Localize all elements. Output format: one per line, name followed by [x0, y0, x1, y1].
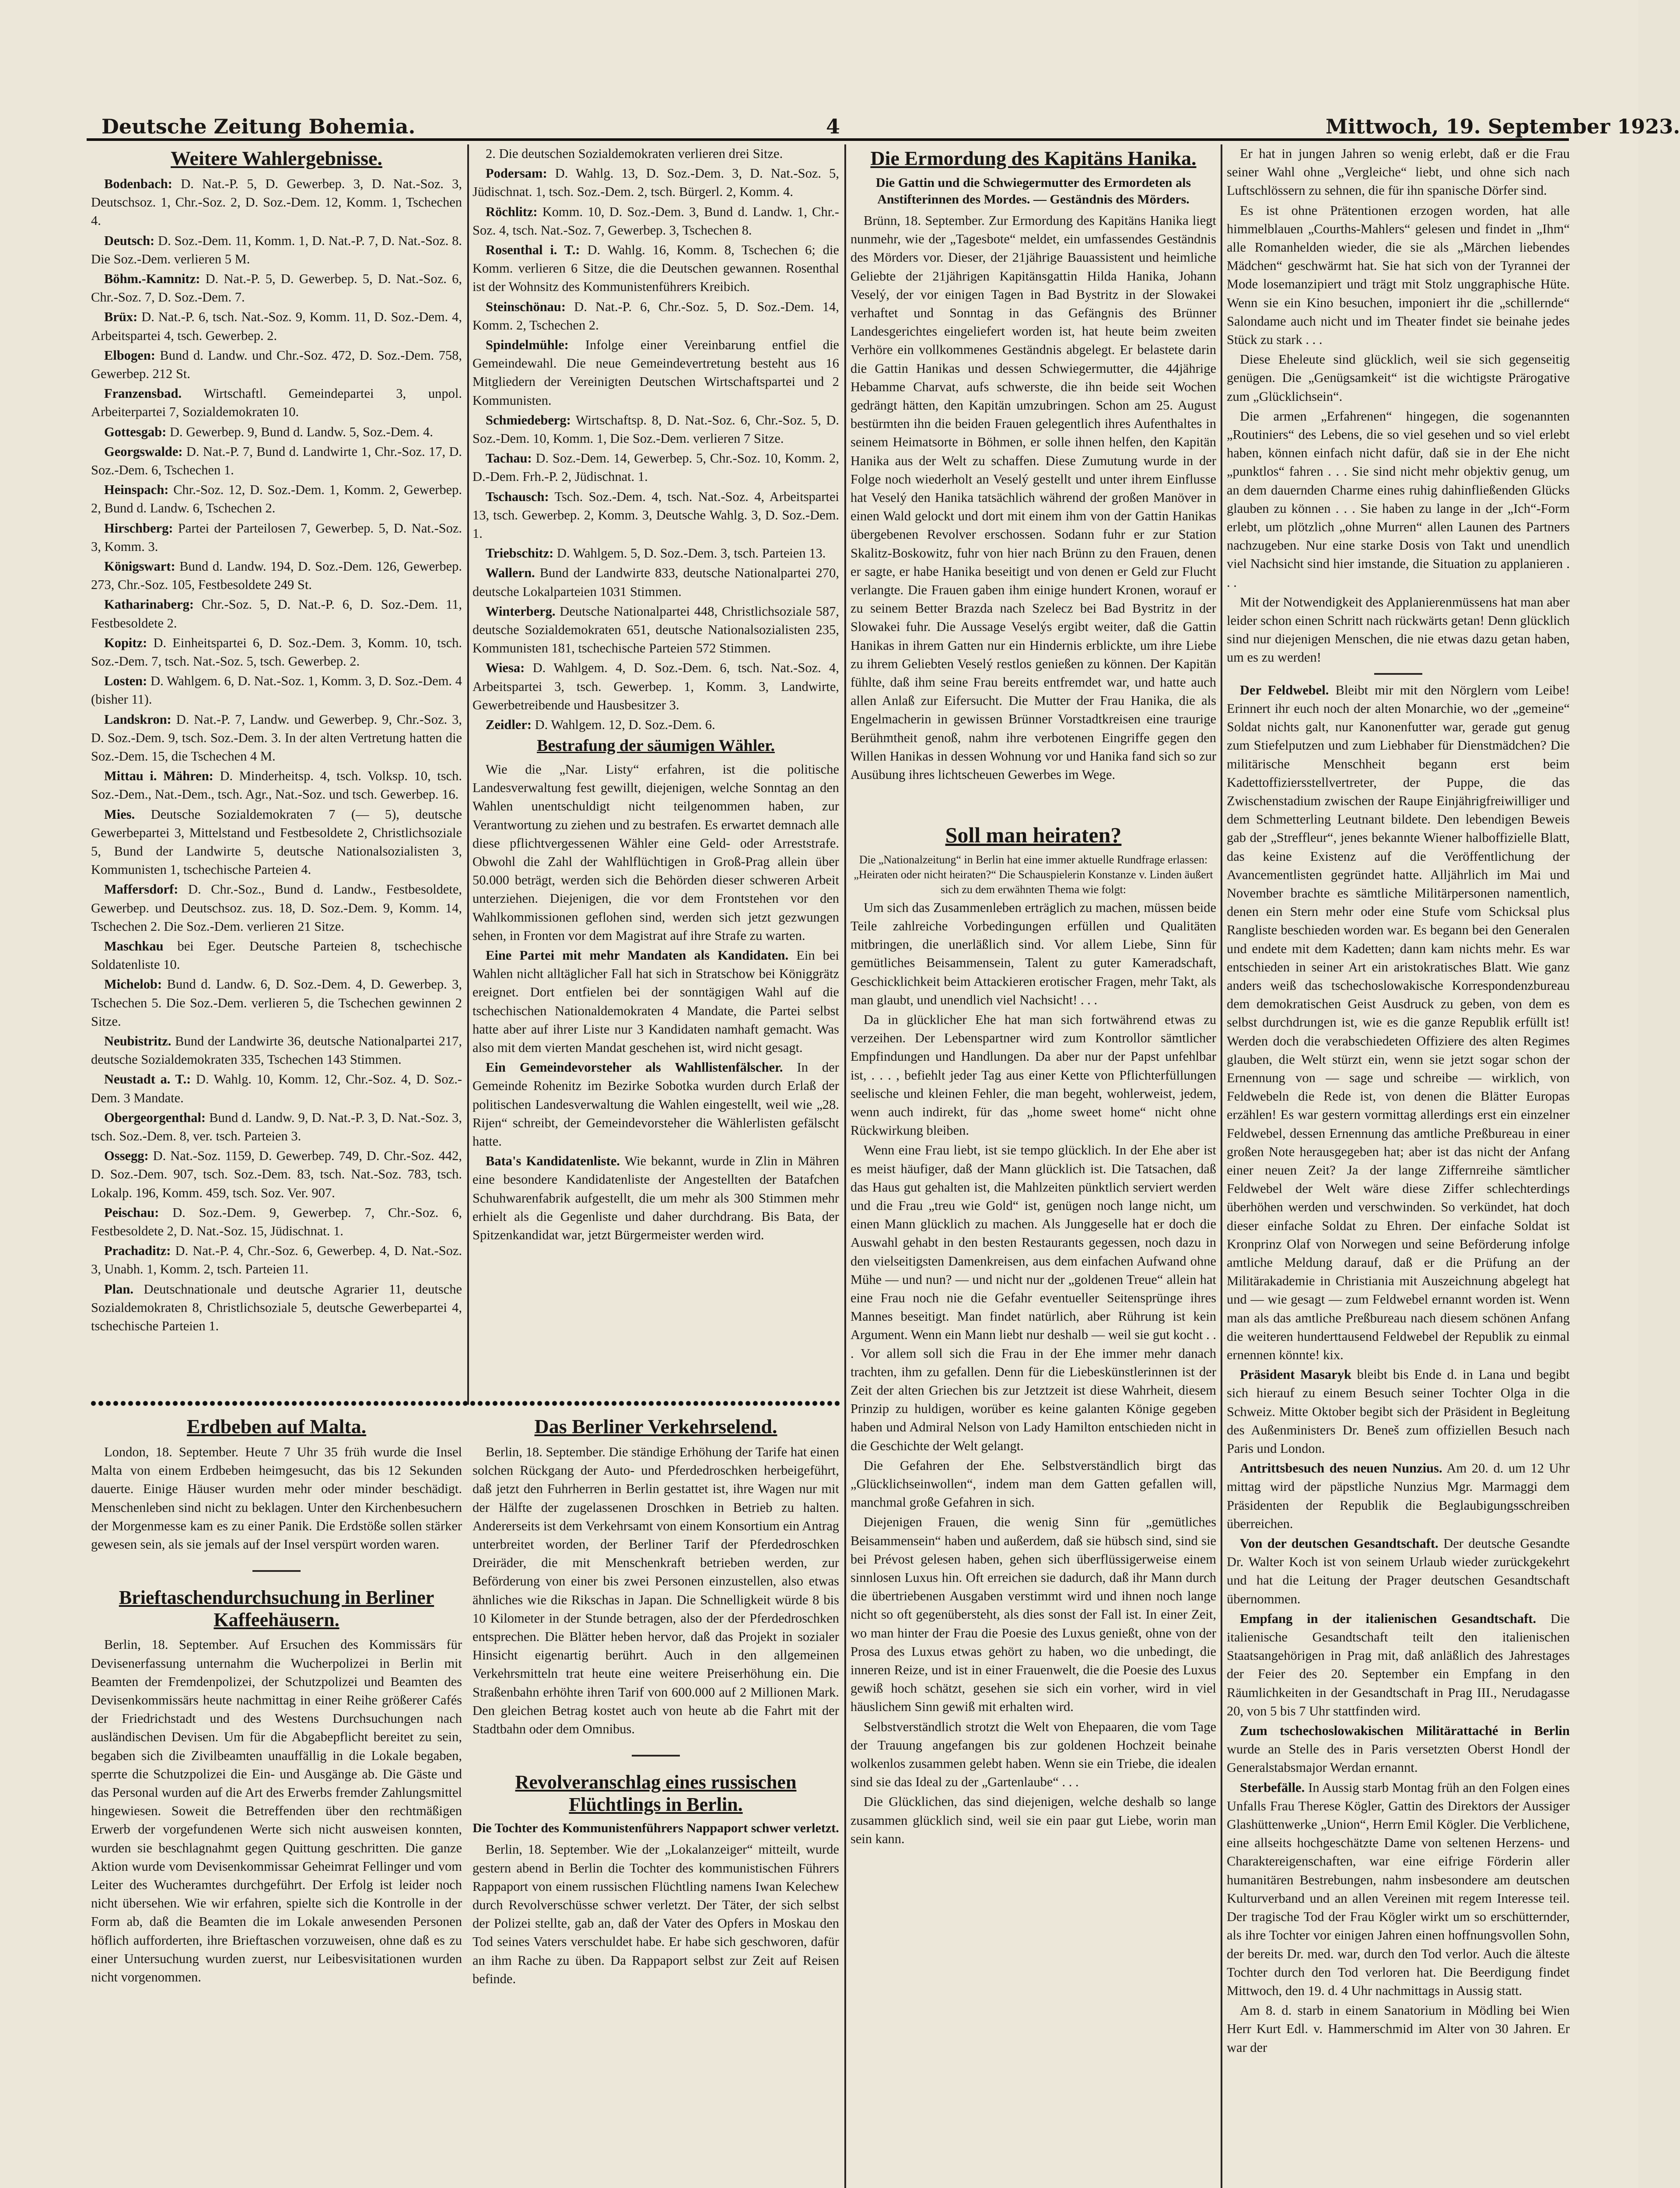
news-paragraph — [472, 411, 839, 448]
news-paragraph — [472, 241, 839, 296]
news-paragraph — [91, 1070, 462, 1107]
news-paragraph — [91, 270, 462, 306]
article-paragraph: Wenn eine Frau liebt, ist sie tempo glücklich. In der Ehe aber ist es meist häufiger, daß der Mann glücklich ist. Die Tatsachen, daß das Haus gut gehalten ist, die Mahlzeiten pünktlich serviert werden und die Frau „treu wie Gold“ ist, genügen noch lange nicht, um einen Mann glücklich zu machen. Als Junggeselle hat er doch die Auswahl gehabt in den besten Restaurants gegessen, noch dazu in den vielseitigsten Damenkreisen, aus dem einfachen Aufwand ohne Mühe — und nun? — und nicht nur der „goldenen Treue“ allein hat eine Frau noch nie die Gefahr eventueller Seitensprünge ihres Mannes beseitigt. Man findet natürlich, aber Rührung ist kein Argument. Wenn ein Mann liebt nur deshalb — weil sie gut kocht . . . Vor allem soll sich die Frau in der Ehe immer mehr danach trachten, ihm zu gefallen. Denn für die Liebeskünstlerinnen ist der Zeit der alten Griechen bis zur Jetztzeit ist diese Wahrheit, diesem Prinzip zu huldigen, worüber es keine galanten Könige gegeben haben und Admiral Nelson von Lady Hamilton entschieden nicht in die Geschichte der Welt gelangt. — [850, 1143, 1216, 1453]
paragraph-keyword: Wiesa: — [486, 660, 525, 676]
news-paragraph — [91, 595, 462, 632]
short-rule — [632, 1755, 680, 1757]
article-verkehrselend: Berlin, 18. September. Die ständige Erhöhung der Tarife hat einen solchen Rückgang der Auto- und Pferdedroschken herbeigeführt, daß jetzt den Fuhrherren in Berlin gestattet ist, ihre Wagen nur mit der Hälfte der zugelassenen Droschken in Betrieb zu halten. Andererseits ist dem Verkehrsamt von einem Konsortium ein Antrag unterbreitet worden, der Berliner Tarif der Pferdedroschken Dreiräder, die mit Menschenkraft betrieben werden, zur Beförderung von einer bis zwei Personen einzustellen, also etwas ähnliches wie die Rikschas in Japan. Die Schnelligkeit würde 8 bis 10 Kilometer in der Stunde betragen, also der der Pferdedroschken entsprechen. Die Blätter heben hervor, daß das Projekt in sozialer Hinsicht eigenartig berührt. Auch in den allgemeinen Verkehrsmitteln trat heute eine weitere Preiserhöhung ein. Die Straßenbahn erhöhte ihren Tarif von 600.000 auf 2 Millionen Mark. Den gleichen Betrag kostet auch von heute ab die Fahrt mit der Stadtbahn oder dem Omnibus. — [472, 1444, 839, 1736]
article-intro: Die „Nationalzeitung“ in Berlin hat eine immer aktuelle Rundfrage erlassen: „Heiraten oder nicht heiraten?“ Die Schauspielerin Konstanze v. Linden äußert sich zu dem erwähnten Thema wie folgt: — [854, 853, 1213, 896]
masthead-left: Deutsche Zeitung Bohemia. — [102, 115, 416, 138]
news-paragraph — [91, 480, 462, 517]
paragraph-keyword: Empfang in der italienischen Gesandtschaft. — [1240, 1611, 1536, 1626]
paragraph-keyword: Peischau: — [104, 1205, 159, 1220]
news-paragraph — [1227, 1365, 1570, 1458]
paragraph-keyword: Mittau i. Mähren: — [104, 768, 214, 784]
article-paragraph: Mit der Notwendigkeit des Applanierenmüssens hat man aber leider schon einen Schritt nach rückwärts getan! Denn glücklich sind nur diejenigen Menschen, die nie etwas dazu getan haben, um es zu werden! — [1227, 594, 1570, 665]
paragraph-text: D. Nat.-P. 5, D. Gewerbep. 3, D. Nat.-Soz. 3, Deutschsoz. 1, Chr.-Soz. 2, D. Soz.-Dem. 12, Komm. 1, Tschechen 4. — [91, 176, 462, 228]
news-paragraph — [472, 449, 839, 486]
news-paragraph — [91, 423, 462, 441]
article-paragraph: Die Gefahren der Ehe. Selbstverständlich birgt das „Glücklichseinwollen“, indem man dem Gatten gefallen will, manchmal große Gefahren in sich. — [850, 1458, 1216, 1510]
paragraph-text: Am 8. d. starb in einem Sanatorium in Mödling bei Wien Herr Kurt Edl. v. Hammerschmid im Alter von 30 Jahren. Er war der — [1227, 2003, 1570, 2055]
paragraph-text: D. Minderheitsp. 4, tsch. Volksp. 10, tsch. Soz.-Dem., Nat.-Dem., tsch. Agr., Nat.-Soz. und tsch. Gewerbep. 16. — [91, 768, 462, 802]
news-paragraph — [472, 946, 839, 1057]
paragraph-keyword: Plan. — [104, 1281, 133, 1297]
short-rule — [1374, 673, 1422, 675]
paragraph-text: Chr.-Soz. 12, D. Soz.-Dem. 1, Komm. 2, Gewerbep. 2, Bund d. Landw. 6, Tschechen 2. — [91, 482, 462, 516]
paragraph-text: Deutschnationale und deutsche Agrarier 11, deutsche Sozialdemokraten 8, Christlichsoziale 5, deutsche Gewerbepartei 4, tschechische Parteien 1. — [91, 1281, 462, 1334]
news-paragraph — [1227, 1609, 1570, 1720]
news-paragraph — [472, 298, 839, 334]
news-paragraph — [472, 203, 839, 239]
paragraph-text: Bund d. Landw. 6, D. Soz.-Dem. 4, D. Gewerbep. 3, Tschechen 5. Die Soz.-Dem. verlieren 5, die Tschechen gewinnen 2 Sitze. — [91, 977, 462, 1029]
paragraph-keyword: Antrittsbesuch des neuen Nunzius. — [1240, 1461, 1442, 1476]
paragraph-keyword: Maffersdorf: — [104, 882, 178, 897]
article-erdbeben: London, 18. September. Heute 7 Uhr 35 früh wurde die Insel Malta von einem Erdbeben heimgesucht, das bis 12 Sekunden dauerte. Einige Häuser wurden mehr oder minder beschädigt. Menschenleben sind nicht zu beklagen. Unter den Kirchenbesuchern der Morgenmesse kam es zu einer Panik. Die Erdstöße sollen stärker gewesen sein, als sie jemals auf der Insel verspürt worden waren. — [91, 1444, 462, 1552]
paragraph-keyword: Kopitz: — [104, 635, 147, 650]
paragraph-keyword: Prachaditz: — [104, 1243, 171, 1259]
bottom-column-1 — [91, 1413, 462, 2188]
paragraph-text: D. Soz.-Dem. 11, Komm. 1, D. Nat.-P. 7, D. Nat.-Soz. 8. Die Soz.-Dem. verlieren 5 M. — [91, 233, 462, 266]
article-paragraph: Die Glücklichen, das sind diejenigen, welche deshalb so lange zusammen glücklich sind, weil sie ein paar gut Liebe, worin man sein kann. — [850, 1794, 1216, 1846]
column-divider — [467, 144, 469, 1405]
article-soll-man-heiraten — [850, 898, 1216, 1848]
news-paragraph — [472, 715, 839, 734]
paragraph-text: bei Eger. Deutsche Parteien 8, tschechische Soldatenliste 10. — [91, 939, 462, 972]
news-paragraph — [472, 164, 839, 201]
article-bestrafung — [472, 760, 839, 945]
news-paragraph — [91, 519, 462, 556]
headline-bestrafung: Bestrafung der säumigen Wähler. — [536, 736, 775, 755]
news-paragraph — [472, 1058, 839, 1150]
news-paragraph — [91, 1203, 462, 1240]
paragraph-text: D. Nat.-P. 6, Chr.-Soz. 5, D. Soz.-Dem. 14, Komm. 2, Tschechen 2. — [472, 299, 839, 333]
news-paragraph — [91, 384, 462, 421]
paragraph-keyword: Deutsch: — [104, 233, 155, 248]
paragraph-keyword: Maschkau — [104, 939, 164, 954]
news-paragraph — [91, 231, 462, 268]
article-paragraph: Wie die „Nar. Listy“ erfahren, ist die politische Landesverwaltung fest gewillt, diejenigen, welche Sonntag an den Wahlen unentschuldigt nicht teilgenommen haben, zur Verantwortung zu ziehen und zu bestrafen. Es erwartet demnach alle diese pflichtvergessenen Wähler eine Geld- oder Arreststrafe. Obwohl die Zahl der Wahlflüchtigen in Groß-Prag allein über 50.000 beträgt, werden sich die Behörden dieser schweren Arbeit unterziehen. Diejenigen, die vor dem Frontstehen vor den Wahlkommissionen geflohen sind, werden sich jetzt gezwungen sehen, in Fronten vor dem Magistrat auf ihre Strafe zu warten. — [472, 761, 839, 943]
column-divider — [844, 144, 846, 2188]
paragraph-keyword: Zeidler: — [486, 717, 532, 733]
news-paragraph — [472, 544, 839, 562]
news-paragraph — [91, 442, 462, 479]
paragraph-keyword: Franzensbad. — [104, 386, 182, 401]
paragraph-text: D. Soz.-Dem. 14, Gewerbep. 5, Chr.-Soz. 10, Komm. 2, D.-Dem. Frh.-P. 2, Jüdischnat. 1. — [472, 451, 839, 484]
paragraph-keyword: Obergeorgenthal: — [104, 1110, 206, 1125]
paragraph-text: D. Nat.-P. 7, Landw. und Gewerbep. 9, Chr.-Soz. 3, D. Soz.-Dem. 9, tsch. Soz.-Dem. 3. In der alten Vertretung hatten die Soz.-Dem. 15, die Tschechen 4 M. — [91, 712, 462, 764]
paragraph-text: Bund d. Landw. 194, D. Soz.-Dem. 126, Gewerbep. 273, Chr.-Soz. 105, Festbesoldete 249 St. — [91, 558, 462, 593]
article-paragraph: Selbstverständlich strotzt die Welt von Ehepaaren, die vom Tage der Trauung angefangen bis zur goldenen Hochzeit beinahe wolkenlos zusammen gelebt haben. Wenn sie ein Triebe, die idealen sind sie das Ideal zu der „Gartenlaube“ . . . — [850, 1719, 1216, 1790]
column-3 — [850, 144, 1216, 2188]
paragraph-keyword: Heinspach: — [104, 482, 169, 498]
paragraph-text: D. Wahlgem. 6, D. Nat.-Soz. 1, Komm. 3, D. Soz.-Dem. 4 (bisher 11). — [91, 673, 462, 707]
paragraph-keyword: Röchlitz: — [486, 204, 538, 219]
column-4 — [1227, 144, 1570, 2188]
news-paragraph — [91, 1241, 462, 1278]
paragraph-text: Tsch. Soz.-Dem. 4, tsch. Nat.-Soz. 4, Arbeitspartei 13, tsch. Gewerbep. 2, Komm. 3, Deutsche Wahlg. 3, D. Soz.-Dem. 1. — [472, 489, 839, 541]
news-paragraph — [472, 602, 839, 658]
article-paragraph: Die armen „Erfahrenen“ hingegen, die sogenannten „Routiniers“ des Lebens, die so viel gesehen und so viel erlebt haben, können einfach nicht dafür, daß sie in der Ehe nicht „punktlos“ fahren . . . Sie sind nicht mehr objektiv genug, um an dem dauernden Charme eines ruhig dahinfließenden Glücks glauben zu können . . . Sie haben zu lange in der „Ich“-Form erlebt, um plötzlich „ohne Murren“ allen Launen des Partners nachzugeben. Nur eine starke Dosis von Takt und unendlich viel Nachsicht sind hier imstande, die Situation zu applanieren . . . — [1227, 408, 1570, 590]
paragraph-keyword: Michelob: — [104, 977, 162, 992]
paragraph-text: wurde an Stelle des in Paris versetzten Oberst Hondl der Generalstabsmajor Werdan ernannt. — [1227, 1742, 1570, 1775]
election-results-list — [91, 175, 462, 1335]
paragraph-keyword: Spindelmühle: — [486, 337, 569, 353]
news-paragraph — [91, 937, 462, 974]
paragraph-text: Ein bei Wahlen nicht alltäglicher Fall hat sich in Stratschow bei Königgrätz ereignet. Dort entfielen bei der sonntägigen Wahl auf die tschechischen Nationaldemokraten 4 Mandate, die Partei selbst hatte aber auf ihrer Liste nur 3 Kandidaten namhaft gemacht. Was also mit dem vierten Mandat geschehen ist, wird nicht gesagt. — [472, 948, 839, 1055]
bottom-column-2 — [472, 1413, 839, 2188]
news-paragraph — [91, 880, 462, 936]
paragraph-keyword: Neubistritz. — [104, 1034, 172, 1049]
article-paragraph: Diese Eheleute sind glücklich, weil sie sich gegenseitig genügen. Die „Genügsamkeit“ ist die wichtigste Prärogative zum „Glücklichsein“. — [1227, 352, 1570, 404]
paragraph-text: D. Wahlgem. 5, D. Soz.-Dem. 3, tsch. Parteien 13. — [553, 546, 826, 561]
paragraph-keyword: Katharinaberg: — [104, 597, 194, 612]
news-paragraph — [472, 487, 839, 543]
article-paragraph: Diejenigen Frauen, die wenig Sinn für „gemütliches Beisammensein“ haben und außerdem, daß sie hübsch sind, sind sie bei Prévost gelesen haben, gehen sich überflüssigerweise einem sinnlosen Luxus hin. Oft erreichen sie dadurch, daß ihr Mann durch die übertriebenen Ausgaben verstimmt wird und ihnen noch lange nicht so oft gegenübersteht, als dies sonst der Fall ist. In einer Zeit, wo man hinter der Frau die Poesie des Luxus genießt, ohne von der Prosa des Luxus etwas gehört zu haben, wo die unbedingt, die inneren Reize, und ist in einer Frauenwelt, die die Poesie des Luxus gewiß hoch schätzt, gesehen sie sich ein vorher, wird in viel häuslichem Sinn gewiß mit erhalten wird. — [850, 1515, 1216, 1715]
paragraph-keyword: Triebschitz: — [486, 546, 554, 561]
news-paragraph — [91, 1147, 462, 1202]
paragraph-keyword: Eine Partei mit mehr Mandaten als Kandidaten. — [486, 948, 789, 963]
paragraph-keyword: Bata's Kandidatenliste. — [486, 1154, 620, 1169]
news-paragraph — [91, 975, 462, 1031]
news-paragraph — [1227, 1534, 1570, 1608]
news-paragraph — [91, 767, 462, 803]
paragraph-text: D. Gewerbep. 9, Bund d. Landw. 5, Soz.-Dem. 4. — [166, 424, 433, 439]
paragraph-text: 2. Die deutschen Sozialdemokraten verlieren drei Sitze. — [486, 146, 783, 161]
paragraph-keyword: Schmiedeberg: — [486, 412, 571, 428]
article-continued — [1227, 144, 1570, 667]
news-paragraph — [91, 805, 462, 879]
article-paragraph: Da in glücklicher Ehe hat man sich fortwährend etwas zu verzeihen. Der Lebenspartner wird zum Kontrollor sämtlicher Empfindungen und Handlungen. Da aber nur der Papst unfehlbar ist, . . . , befiehlt jeder Tag aus einer Kette von Pflichterfüllungen seelische und kleinen Fehler, die man begeht, wohlerweist, jedem, wenn auch indirekt, für das „home sweet home“ nicht ohne Rückwirkung bleiben. — [850, 1012, 1216, 1138]
paragraph-keyword: Königswart: — [104, 558, 175, 574]
headline-ermordung-hanika: Die Ermordung des Kapitäns Hanika. — [870, 147, 1197, 169]
headline-revolveranschlag: Revolveranschlag eines russischen Flüchtlings in Berlin. — [515, 1771, 797, 1815]
paragraph-keyword: Landskron: — [104, 712, 172, 727]
paragraph-text: Komm. 10, D. Soz.-Dem. 3, Bund d. Landw. 1, Chr.-Soz. 4, tsch. Nat.-Soz. 7, Gewerbep. 3, Tschechen 8. — [472, 204, 839, 238]
article-paragraph: Es ist ohne Prätentionen erzogen worden, hat alle himmelblauen „Courths-Mahlers“ gelesen und findet in „Ihm“ alle Romanhelden wieder, die sie als „Märchen liebendes Mädchen“ geschwärmt hat. Sie hat sich von der Tyrannei der Mode losemanzipiert und trägt mit Stolz unggraphische Hüte. Wenn sie ein Kino besuchen, imponiert ihr die „schillernde“ Salondame auch nicht und im Theater findet sie beinahe jedes Stück zu stark . . . — [1227, 203, 1570, 347]
news-paragraph — [1227, 1459, 1570, 1533]
paragraph-text: Deutsche Nationalpartei 448, Christlichsoziale 587, deutsche Sozialdemokraten 651, deutsche Nationalsozialisten 235, Kommunisten 181, tschechische Parteien 572 Stimmen. — [472, 603, 839, 656]
paragraph-text: D. Wahlg. 10, Komm. 12, Chr.-Soz. 4, D. Soz.-Dem. 3 Mandate. — [91, 1072, 462, 1105]
paragraph-keyword: Losten: — [104, 673, 147, 689]
news-paragraph — [91, 346, 462, 383]
paragraph-text: D. Wahlg. 16, Komm. 8, Tschechen 6; die Komm. verlieren 6 Sitze, die die Deutschen gewannen. Rosenthal ist der Wohnsitz des Kommunistenführers Kreibich. — [472, 242, 839, 295]
news-paragraph — [91, 1108, 462, 1145]
paragraph-keyword: Bodenbach: — [104, 176, 172, 191]
article-brieftaschen: Berlin, 18. September. Auf Ersuchen des Kommissärs für Devisenerfassung unternahm die Wucherpolizei in Berlin mit Beamten der Fremdenpolizei, der Schutzpolizei und Beamten des Devisenkommissärs heute nachmittag in einer Reihe größerer Cafés der Friedrichstadt und des Westens Durchsuchungen nach ausländischen Devisen. Um für die Abgabepflicht bereitet zu sein, begaben sich die Zivilbeamten unauffällig in die Lokale begaben, sperrte die Schutzpolizei die Ein- und Ausgänge ab. Die Gäste und das Personal wurden auf die Art des Erwerbs fremder Zahlungsmittel hingewiesen. Soweit die Betreffenden über den rechtmäßigen Erwerb der vorgefundenen Werte sich nicht ausweisen konnten, wurden sie beschlagnahmt gegen Quittung geschritten. Die ganze Aktion wurde vom Devisenkommissar Geheimrat Fellinger und vom Leiter des Wucheramtes durchgeführt. Der Erfolg ist leider noch nicht übersehen. Wie wir erfahren, spielte sich die Kontrolle in der Form ab, daß die Beamten die im Lokale anwesenden Personen höflich aufforderten, ihre Brieftaschen vorzuweisen, ohne daß es zu einer Untersuchung wurden zuerst, nur Leibesvisitationen wurden nicht vorgenommen. — [91, 1637, 462, 1985]
news-paragraph — [91, 175, 462, 230]
paragraph-text: In der Gemeinde Rohenitz im Bezirke Sobotka wurden durch Erlaß der politischen Landesverwaltung die Wahlen eingestellt, weil wie „28. Rijen“ schreibt, der Gemeindevorsteher die Wählerlisten gefälscht hatte. — [472, 1060, 839, 1149]
article-revolveranschlag: Berlin, 18. September. Wie der „Lokalanzeiger“ mitteilt, wurde gestern abend in Berlin die Tochter des kommunistischen Führers Rappaport von einem russischen Flüchtling namens Iwan Kelechew durch Revolverschüsse schwer verletzt. Der Täter, der sich selbst der Polizei stellte, gab an, daß der Vater des Opfers in Moskau den Tod seines Vaters verschuldet habe. Er habe sich geschworen, dafür an ihm Rache zu üben. Da Rappaport selbst zur Zeit auf Reisen befinde. — [472, 1842, 839, 1986]
paragraph-keyword: Neustadt a. T.: — [104, 1072, 191, 1087]
paragraph-keyword: Wallern. — [486, 565, 535, 581]
article-paragraph: Brünn, 18. September. Zur Ermordung des Kapitäns Hanika liegt nunmehr, wie der „Tagesbote“ meldet, ein umfassendes Geständnis des Mörders vor. Dieser, der 21jährige Bauassistent und heimliche Geliebte der 21jährigen Kapitänsgattin Hilda Hanika, Johann Veselý, der vor einigen Tagen in Bad Bystritz in der Slowakei verhaftet und Sonntag in das Gefängnis des Brünner Landesgerichtes eingeliefert worden ist, hat heute beim zweiten Verhöre ein vollkommenes Geständnis abgelegt. Er belastete darin die Gattin Hanikas und dessen Schwiegermutter, die 44jährige Hebamme Charvat, aufs schwerste, die ihn beide seit Wochen gedrängt hätten, den Kapitän umzubringen. Schon am 25. August bestürmten ihn die beiden Frauen gelegentlich ihres Aufenthaltes in seinem Heimatsorte in Böhmen, er solle ihnen helfen, den Kapitän Hanika aus der Welt zu schaffen. Diese Zumutung wurde in der Folge noch wiederholt an Veselý gestellt und unter ihrem Einflusse hat Veselý den Hanika tatsächlich während der großen Manöver in einen Wald gelockt und dort mit einem ihm von der Gattin Hanikas übergebenen Revolver erschossen. Sodann fuhr er zur Station Skalitz-Boskowitz, fuhr von hier nach Brünn zu den Frauen, denen er sagte, er habe Hanika beseitigt und von denen er Geld zur Flucht verlangte. Die Frauen gaben ihm einige hundert Kronen, worauf er zu seinem Better Brazda nach Szelecz bei Bad Bystritz in der Slowakei fuhr. Die Aussage Veselýs ergibt weiter, daß die Gattin Hanikas in ihrem Gatten nur ein Hindernis erblickte, um ihre Liebe zu ihrem Geliebten Veselý restlos genießen zu können. Der Kapitän fühlte, daß ihm seine Frau bereits entfremdet war, und hatte auch allen Anlaß zur Eifersucht. Die Mutter der Frau Hanika, die als Engelmacherin in gewissen Brünner Vorstadtkreisen eine traurige Berühmtheit genoß, nahm ihre verbotenen Eingriffe gegen den Willen Hanikas in dessen Wohnung vor und Hanika fand sich so zur Ausübung ihres lichtscheuen Gewerbes im Wege. — [850, 213, 1216, 782]
paragraph-text: Chr.-Soz. 5, D. Nat.-P. 6, D. Soz.-Dem. 11, Festbesoldete 2. — [91, 597, 462, 631]
paragraph-text: Wirtschaftl. Gemeindepartei 3, unpol. Arbeiterpartei 7, Sozialdemokraten 10. — [91, 386, 462, 420]
paragraph-text: D. Wahlgem. 12, D. Soz.-Dem. 6. — [532, 717, 715, 733]
news-paragraph — [1227, 1778, 1570, 2000]
news-paragraph — [1227, 2001, 1570, 2057]
paragraph-keyword: Präsident Masaryk — [1240, 1367, 1352, 1382]
paragraph-text: Infolge einer Vereinbarung entfiel die Gemeindewahl. Die neue Gemeindevertretung besteht aus 16 Mitgliedern der Vereinigten Deutschen Wirtschaftspartei und 2 Kommunisten. — [472, 337, 839, 408]
paragraph-keyword: Steinschönau: — [486, 299, 566, 314]
headline-soll-man-heiraten: Soll man heiraten? — [945, 823, 1122, 848]
paragraph-text: D. Nat.-Soz. 1159, D. Gewerbep. 749, D. Chr.-Soz. 442, D. Soz.-Dem. 907, tsch. Soz.-Dem. 83, tsch. Nat.-Soz. 783, tsch. Lokalp. 196, Komm. 459, tsch. Soz. Ver. 907. — [91, 1148, 462, 1200]
paragraph-text: Bund der Landwirte 36, deutsche Nationalpartei 217, deutsche Sozialdemokraten 335, Tschechen 143 Stimmen. — [91, 1034, 462, 1067]
headline-verkehrselend: Das Berliner Verkehrselend. — [534, 1415, 777, 1438]
article-ermordung — [850, 211, 1216, 784]
news-paragraph — [472, 564, 839, 600]
paragraph-text: Partei der Parteilosen 7, Gewerbep. 5, D. Nat.-Soz. 3, Komm. 3. — [91, 520, 462, 554]
paragraph-text: D. Nat.-P. 7, Bund d. Landwirte 1, Chr.-Soz. 17, D. Soz.-Dem. 6, Tschechen 1. — [91, 444, 462, 477]
news-paragraph — [91, 308, 462, 344]
paragraph-text: Am 20. d. um 12 Uhr mittag wird der päpstliche Nunzius Mgr. Marmaggi dem Präsidenten der Republik die Beglaubigungsschreiben überreichen. — [1227, 1461, 1570, 1531]
paragraph-text: D. Nat.-P. 6, tsch. Nat.-Soz. 9, Komm. 11, D. Soz.-Dem. 4, Arbeitspartei 4, tsch. Gewerbep. 2. — [91, 309, 462, 343]
news-paragraph — [1227, 681, 1570, 1364]
paragraph-keyword: Tachau: — [486, 451, 532, 466]
paragraph-text: Wie bekannt, wurde in Zlin in Mähren eine besondere Kandidatenliste der Angestellten der Batafchen Schuhwarenfabrik aufgestellt, die um mehr als 300 Stimmen mehr erhielt als die Gegenliste und daher durchdrang. Bis Bata, der Spitzenkandidat war, jetzt Bürgermeister werden wird. — [472, 1154, 839, 1243]
page-number: 4 — [826, 115, 840, 138]
article-paragraph: Um sich das Zusammenleben erträglich zu machen, müssen beide Teile zahlreiche Vorbedingungen erfüllen und Qualitäten mitbringen, die unerläßlich sind. Vor allem Liebe, Sinn für gemütliches Beisammensein, Talent zu guter Kameradschaft, Geschicklichkeit beim Attackieren erotischer Fragen, mehr Takt, als man glaubt, und unendlich viel Nachsicht! . . . — [850, 900, 1216, 1007]
news-paragraph — [472, 336, 839, 410]
paragraph-keyword: Georgswalde: — [104, 444, 183, 459]
paragraph-keyword: Elbogen: — [104, 347, 155, 363]
column-2 — [472, 144, 839, 1392]
paragraph-text: Bund d. Landw. 9, D. Nat.-P. 3, D. Nat.-Soz. 3, tsch. Soz.-Dem. 8, ver. tsch. Parteien 3. — [91, 1110, 462, 1144]
paragraph-text: D. Nat.-P. 5, D. Gewerbep. 5, D. Nat.-Soz. 6, Chr.-Soz. 7, D. Soz.-Dem. 7. — [91, 271, 462, 305]
paragraph-keyword: Zum tschechoslowakischen Militärattaché in Berlin — [1240, 1723, 1570, 1739]
subheadline-revolveranschlag: Die Tochter des Kommunistenführers Nappaport schwer verletzt. — [472, 1821, 839, 1836]
short-news-col4 — [1227, 681, 1570, 2057]
paragraph-text: D. Chr.-Soz., Bund d. Landw., Festbesoldete, Gewerbep. und Deutschsoz. zus. 18, D. Soz.-Dem. 9, Komm. 14, Tschechen 2. Die Soz.-Dem. verlieren 21 Sitze. — [91, 882, 462, 934]
column-divider — [1221, 144, 1222, 2188]
header-rule — [87, 138, 1569, 141]
paragraph-text: D. Nat.-P. 4, Chr.-Soz. 6, Gewerbep. 4, D. Nat.-Soz. 3, Unabh. 1, Komm. 2, tsch. Parteien 11. — [91, 1243, 462, 1277]
paragraph-keyword: Ossegg: — [104, 1148, 149, 1164]
paragraph-text: In Aussig starb Montag früh an den Folgen eines Unfalls Frau Therese Kögler, Gattin des Direktors der Aussiger Glashüttenwerke „Union“, Herrn Emil Kögler. Die Verblichene, eine allseits hochgeschätzte Dame von seltenen Herzens- und Charaktereigenschaften, war eine eifrige Förderin aller humanitären Bestrebungen, nahm insbesondere am deutschen Kulturverband und an allen Vereinen mit regem Interesse teil. Der tragische Tod der Frau Kögler wirkt um so erschütternder, als ihre Tochter vor einigen Jahren einen hoffnungsvollen Sohn, der bereits Dr. med. war, durch den Tod verlor. Auch die älteste Tochter durch den Tod verloren hat. Die Beerdigung findet Mittwoch, den 19. d. 4 Uhr nachmittags in Aussig statt. — [1227, 1780, 1570, 1998]
news-paragraph — [1227, 1722, 1570, 1777]
paragraph-keyword: Gottesgab: — [104, 424, 167, 439]
headline-weitere-wahlergebnisse: Weitere Wahlergebnisse. — [171, 147, 382, 169]
paragraph-keyword: Hirschberg: — [104, 520, 173, 536]
paragraph-keyword: Der Feldwebel. — [1240, 682, 1329, 698]
paragraph-keyword: Sterbefälle. — [1240, 1780, 1305, 1795]
paragraph-keyword: Ein Gemeindevorsteher als Wahllistenfälscher. — [486, 1060, 783, 1075]
paragraph-keyword: Rosenthal i. T.: — [486, 242, 580, 258]
paragraph-text: D. Einheitspartei 6, D. Soz.-Dem. 3, Komm. 10, tsch. Soz.-Dem. 7, tsch. Nat.-Soz. 5, tsch. Gewerbep. 2. — [91, 635, 462, 669]
election-results-continued — [472, 144, 839, 734]
subheadline-ermordung: Die Gattin und die Schwiegermutter des Ermordeten als Anstifterinnen des Mordes. — Geständnis des Mörders. — [875, 175, 1191, 207]
paragraph-keyword: Tschausch: — [486, 489, 549, 504]
article-paragraph: Er hat in jungen Jahren so wenig erlebt, daß er die Frau seiner Wahl ohne „Vergleiche“ liebt, und ohne sich nach Luftschlössern zu sehnen, die für ihn spanische Dörfer sind. — [1227, 146, 1570, 198]
news-paragraph — [91, 634, 462, 670]
paragraph-keyword: Böhm.-Kamnitz: — [104, 271, 200, 286]
paragraph-text: D. Wahlg. 13, D. Soz.-Dem. 3, D. Nat.-Soz. 5, Jüdischnat. 1, tsch. Soz.-Dem. 2, tsch. Bürgerl. 2, Komm. 4. — [472, 166, 839, 200]
paragraph-keyword: Mies. — [104, 806, 135, 822]
paragraph-text: bleibt bis Ende d. in Lana und begibt sich hierauf zu einem Besuch seiner Tochter Olga in die Schweiz. Mitte Oktober begibt sich der Präsident in Begleitung des Außenministers Dr. Beneš zum offiziellen Besuch nach Paris und London. — [1227, 1367, 1570, 1456]
paragraph-text: Bund der Landwirte 833, deutsche Nationalpartei 270, deutsche Lokalparteien 1031 Stimmen. — [472, 565, 839, 599]
paragraph-keyword: Podersam: — [486, 166, 547, 181]
paragraph-keyword: Brüx: — [104, 309, 138, 325]
news-paragraph — [91, 557, 462, 594]
headline-erdbeben-malta: Erdbeben auf Malta. — [186, 1415, 367, 1438]
paragraph-keyword: Von der deutschen Gesandtschaft. — [1240, 1536, 1438, 1551]
news-paragraph — [472, 1152, 839, 1244]
paragraph-text: Bund d. Landw. und Chr.-Soz. 472, D. Soz.-Dem. 758, Gewerbep. 212 St. — [91, 347, 462, 381]
news-paragraph — [91, 672, 462, 708]
paragraph-keyword: Winterberg. — [486, 603, 556, 619]
paragraph-text: D. Wahlgem. 4, D. Soz.-Dem. 6, tsch. Nat.-Soz. 4, Arbeitspartei 3, tsch. Gewerbep. 1, Komm. 3, Landwirte, Gewerbetreibende und Hausbesitzer 3. — [472, 660, 839, 712]
paragraph-text: Bleibt mir mit den Nörglern vom Leibe! Erinnert ihr euch noch der alten Monarchie, wo der „gemeine“ Soldat nichts galt, nur Kanonenfutter war, gerade gut genug zum Stiefelputzen und zum Liebhaber für Dienstmädchen? Die militärische Menschheit begann erst beim Kadettoffiziersstellvertreter, der Puppe, die das Zwischenstadium zwischen der Raupe Einjährigfreiwilliger und dem Schmetterling Leutnant bildete. Den lebendigen Beweis gab der „Streffleur“, jenes bekannte Wiener halboffizielle Blatt, das keine Existenz auf die Veröffentlichung der Avancementlisten gegründet hatte. Alljährlich im Mai und November brachte es sämtliche Militärpersonen namentlich, denen ein Stern mehr oder eine Stufe vom Schicksal plus Rangliste beschieden worden war. Es begann bei den Generalen und endete mit dem Kadetten; dann kam nichts mehr. Es war entschieden in seiner Art ein aristokratisches Blatt. Wie ganz anders weiß das tschechoslowakische Korrespondenzbureau dem demokratischen Geist Ausdruck zu geben, von dem es selbst durchdrungen ist, wie es die ganze Republik erfüllt ist! Werden doch die verabschiedeten Offiziere des alten Regimes glauben, die Welt stürzt ein, wenn sie jetzt sogar schon der Ernennung von — sage und schreibe — wirklich, von Feldwebeln die Rede ist, von denen die Blätter Europas erzählen! Es war gestern vormittag allerdings erst ein einzelner Feldwebel, dessen Ernennung das amtliche Preßbureau in einer großen Note herausgegeben hat; aber ist das nicht der Anfang einer neuen Zeit? Ja der lange Ziffernreihe sämtlicher Feldwebel der Welt wäre diese Ziffer schlechterdings überhöhen werden und verschwinden. So verkündet, hat doch dieser einfache Soldat zu Ehren. Der einfache Soldat ist Kronprinz Olaf von Norwegen und seine Beförderung infolge amtliche Meldung darauf, daß er die Prüfung an der Militärakademie in Christiania mit Auszeichnung abgelegt hat und — wie gesagt — zum Feldwebel ernannt worden ist. Wenn man als das amtliche Preßbureau nach diesem schönen Anfang die weiteren hunderttausend Feldwebel der Republik zu einmal ernennen könnte! kix. — [1227, 682, 1570, 1362]
news-paragraph — [91, 1280, 462, 1336]
masthead-date: Mittwoch, 19. September 1923. — [1326, 115, 1680, 138]
news-paragraph — [472, 659, 839, 714]
news-paragraph — [91, 710, 462, 766]
paragraph-text: Wirtschaftsp. 8, D. Nat.-Soz. 6, Chr.-Soz. 5, D. Soz.-Dem. 10, Komm. 1, Die Soz.-Dem. verlieren 7 Sitze. — [472, 412, 839, 446]
news-paragraph — [472, 144, 839, 163]
paragraph-text: D. Soz.-Dem. 9, Gewerbep. 7, Chr.-Soz. 6, Festbesoldete 2, D. Nat.-Soz. 15, Jüdischnat. 1. — [91, 1205, 462, 1239]
paragraph-text: Deutsche Sozialdemokraten 7 (— 5), deutsche Gewerbepartei 3, Mittelstand und Festbesoldete 2, Christlichsoziale 5, Bund der Landwirte 5, deutsche Nationalsozialisten 3, Kommunisten 1, tschechische Parteien 4. — [91, 806, 462, 877]
short-rule — [252, 1570, 301, 1572]
paragraph-text: Der deutsche Gesandte Dr. Walter Koch ist von seinem Urlaub wieder zurückgekehrt und hat die Leitung der Prager deutschen Gesandtschaft übernommen. — [1227, 1536, 1570, 1606]
column-1 — [91, 144, 462, 1392]
headline-brieftaschen: Brieftaschendurchsuchung in Berliner Kaffeehäusern. — [119, 1587, 434, 1630]
dotted-separator — [90, 1400, 841, 1406]
news-paragraph — [91, 1032, 462, 1069]
short-news-col2 — [472, 946, 839, 1244]
paragraph-text: Die italienische Gesandtschaft teilt den italienischen Staatsangehörigen in Prag mit, daß anläßlich des Jahrestages der Feier des 20. September ein Empfang in den Räumlichkeiten in der Gesandtschaft in Prag III., Nerudagasse 20, von 5 bis 7 Uhr stattfinden wird. — [1227, 1611, 1570, 1718]
